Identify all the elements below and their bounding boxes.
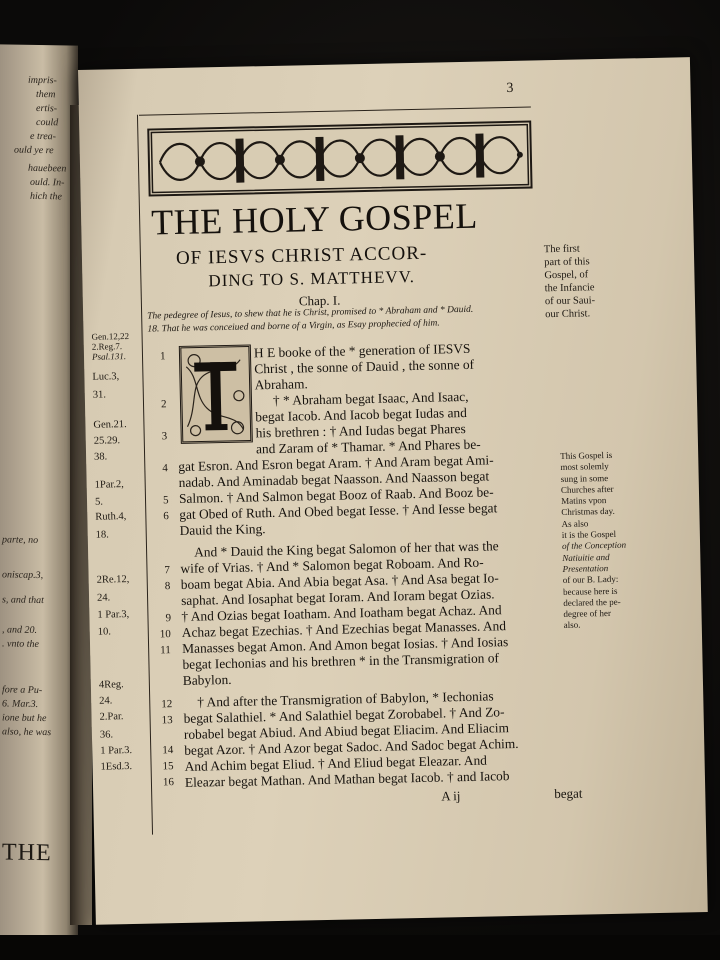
text-line: begat Azor. † And Azor begat Sadoc. And Sadoc begat Achim. — [184, 735, 519, 758]
side-note-line: of our Saui- — [544, 295, 596, 308]
left-margin-text: s, and that — [2, 594, 44, 607]
text-line: Eleazar begat Mathan. And Mathan begat Iacob. † and Iacob — [184, 768, 510, 790]
side-note — [560, 450, 628, 632]
text-line: Manasses begat Amon. And Amon begat Iosias. † And Iosias — [181, 634, 509, 656]
page-number: 3 — [506, 80, 514, 97]
left-page — [0, 44, 78, 950]
left-margin-text: parte, no — [2, 534, 39, 546]
verse-number: 4 — [162, 462, 168, 475]
side-note-line: As also — [561, 518, 589, 529]
left-margin-text: also, he was — [2, 726, 52, 739]
left-fragment: them — [36, 88, 56, 101]
side-note-line: Natiuitie and — [562, 551, 610, 563]
margin-reference: 38. — [93, 451, 108, 463]
side-note-line: Presentation — [562, 562, 609, 574]
left-margin-text: ione but he — [2, 712, 47, 725]
margin-reference: Gen.21. — [93, 419, 127, 431]
decorated-initial-icon — [179, 344, 253, 443]
left-margin-text: , and 20. — [2, 624, 37, 636]
verse-number: 14 — [162, 744, 174, 757]
margin-reference: 36. — [99, 729, 114, 741]
side-note-line: Christmas day. — [561, 506, 615, 518]
side-note-line: declared the pe- — [563, 596, 621, 608]
summary-line: The pedegree of Iesus, to shew that he is Christ, promised to * Abraham and * Dauid. — [147, 304, 474, 322]
margin-reference: 18. — [95, 529, 109, 541]
title-subline: DING TO S. MATTHEVV. — [208, 266, 416, 291]
side-note-line: This Gospel is — [560, 449, 613, 461]
text-line: gat Obed of Ruth. And Obed begat Iesse. † And Iesse begat — [179, 500, 498, 522]
margin-reference: Psal.131. — [91, 351, 127, 362]
verse-number: 12 — [161, 698, 173, 711]
side-note-line: of the Conception — [561, 540, 627, 552]
left-margin-text: 6. Mar.3. — [2, 698, 39, 710]
side-note-line: Matins vpon — [561, 495, 607, 507]
left-margin-text: fore a Pu- — [2, 684, 43, 697]
text-line: boam begat Abia. And Abia begat Asa. † And Asa begat Io- — [180, 570, 499, 592]
chapter-heading: Chap. I. — [298, 292, 341, 309]
verse-number: 7 — [164, 564, 171, 577]
verse-number: 1 — [159, 350, 166, 363]
table-surface — [0, 935, 720, 960]
text-line: Salmon. † And Salmon begat Booz of Raab. And Booz be- — [178, 484, 494, 506]
left-fragment: ould ye re — [14, 144, 54, 157]
left-running-head: THE — [2, 839, 52, 867]
side-note-line: degree of her — [563, 608, 612, 620]
verse-number: 3 — [161, 430, 168, 443]
margin-reference: 24. — [96, 592, 111, 604]
verse-number: 11 — [160, 644, 171, 657]
left-fragment: could — [36, 116, 59, 129]
text-line: his brethren : † And Iudas begat Phares — [255, 420, 466, 441]
margin-reference: Ruth.4, — [95, 511, 127, 523]
verse-number: 13 — [161, 714, 173, 727]
side-note-line: the Infancie — [544, 282, 595, 295]
margin-reference: 1Esd.3. — [100, 761, 133, 773]
margin-reference: 1 Par.3. — [100, 745, 133, 757]
margin-reference: 2Re.12, — [96, 574, 130, 586]
verse-number: 9 — [165, 612, 172, 625]
chapter-summary — [147, 304, 474, 337]
text-line: Achaz begat Ezechias. † And Ezechias begat Manasses. And — [181, 618, 507, 640]
margin-reference: Gen.12,22 — [91, 330, 130, 342]
text-line: Dauid the King. — [179, 521, 266, 538]
text-line: nadab. And Aminadab begat Naasson. And Naasson begat — [178, 468, 490, 490]
margin-reference: 25.29. — [93, 435, 121, 447]
left-fragment: impris- — [28, 74, 57, 87]
side-note — [544, 242, 596, 321]
side-note-line: sung in some — [560, 472, 609, 484]
text-line: † * Abraham begat Isaac, And Isaac, — [272, 388, 469, 408]
side-note-line: Churches after — [560, 483, 614, 495]
text-line: And Achim begat Eliud. † And Eliud begat Eleazar. And — [184, 752, 488, 774]
text-line: And * Dauid the King begat Salomon of her that was the — [193, 538, 499, 560]
margin-reference: 1Par.2, — [94, 479, 124, 491]
text-line: Babylon. — [182, 671, 232, 688]
text-line: and Zaram of * Thamar. * And Phares be- — [255, 436, 481, 457]
verse-number: 8 — [164, 580, 171, 593]
left-fragment: ertis- — [36, 102, 58, 115]
text-line: begat Iechonias and his brethren * in the Transmigration of — [182, 650, 500, 672]
margin-reference: 31. — [92, 389, 107, 401]
gospel-title: THE HOLY GOSPEL — [150, 195, 479, 243]
side-note-line: of our B. Lady: — [562, 574, 619, 586]
text-line: begat Iacob. And Iacob begat Iudas and — [255, 404, 467, 425]
left-margin-text: oniscap.3, — [2, 569, 44, 582]
text-line: saphat. And Iosaphat begat Ioram. And Ioram begat Ozias. — [180, 586, 495, 608]
verse-number: 16 — [162, 776, 175, 789]
text-line: gat Esron. And Esron begat Aram. † And Aram begat Ami- — [178, 452, 494, 474]
catchword: begat — [554, 785, 583, 802]
left-fragment: ould. In- — [30, 176, 65, 189]
side-note-line: Gospel, of — [544, 269, 589, 282]
margin-reference: 24. — [99, 695, 113, 707]
side-note-line: because here is — [562, 585, 618, 597]
text-line: H E booke of the * generation of IESVS — [253, 340, 471, 361]
side-note-line: it is the Gospel — [561, 528, 617, 541]
side-note-line: our Christ. — [545, 308, 591, 321]
signature-mark: A ij — [441, 788, 461, 804]
right-page — [78, 57, 708, 925]
left-fragment: hauebeen — [28, 162, 67, 175]
margin-reference: 2.Par. — [99, 711, 124, 723]
title-subline: OF IESVS CHRIST ACCOR- — [175, 242, 428, 269]
summary-line: 18. That he was conceiued and borne of a Virgin, as Esay prophecied of him. — [147, 318, 440, 335]
left-fragment: hich the — [30, 190, 62, 203]
text-line: † And after the Transmigration of Babylon, * Iechonias — [197, 688, 494, 710]
margin-reference: 4Reg. — [98, 679, 124, 691]
margin-reference: 10. — [97, 626, 112, 638]
verse-number: 10 — [159, 628, 171, 641]
text-line: robabel begat Abiud. And Abiud begat Eliacim. And Eliacim — [183, 720, 510, 742]
text-line: Abraham. — [254, 376, 308, 393]
margin-reference: 2.Reg.7. — [91, 341, 123, 352]
margin-reference: 1 Par.3, — [97, 609, 130, 621]
verse-number: 5 — [162, 494, 169, 507]
top-rule — [139, 107, 531, 116]
verse-number: 6 — [163, 510, 169, 523]
margin-reference: 5. — [94, 496, 104, 508]
ornamental-headpiece-icon — [147, 121, 532, 197]
verse-number: 15 — [162, 760, 174, 773]
left-margin-text: . vnto the — [2, 638, 39, 650]
side-note-line: also. — [563, 620, 581, 631]
text-line: wife of Vrias. † And * Salomon begat Roboam. And Ro- — [180, 554, 484, 576]
side-note-line: part of this — [544, 256, 590, 269]
text-line: † And Ozias begat Ioatham. And Ioatham begat Achaz. And — [181, 602, 502, 624]
margin-reference: Luc.3, — [92, 371, 120, 383]
side-note-line: most solemly — [560, 461, 609, 473]
text-line: Christ , the sonne of Dauid , the sonne of — [254, 356, 475, 377]
verse-number: 2 — [160, 398, 167, 411]
left-fragment: e trea- — [30, 130, 57, 143]
text-line: begat Salathiel. * And Salathiel begat Zorobabel. † And Zo- — [183, 704, 505, 726]
side-note-line: The first — [543, 243, 580, 256]
